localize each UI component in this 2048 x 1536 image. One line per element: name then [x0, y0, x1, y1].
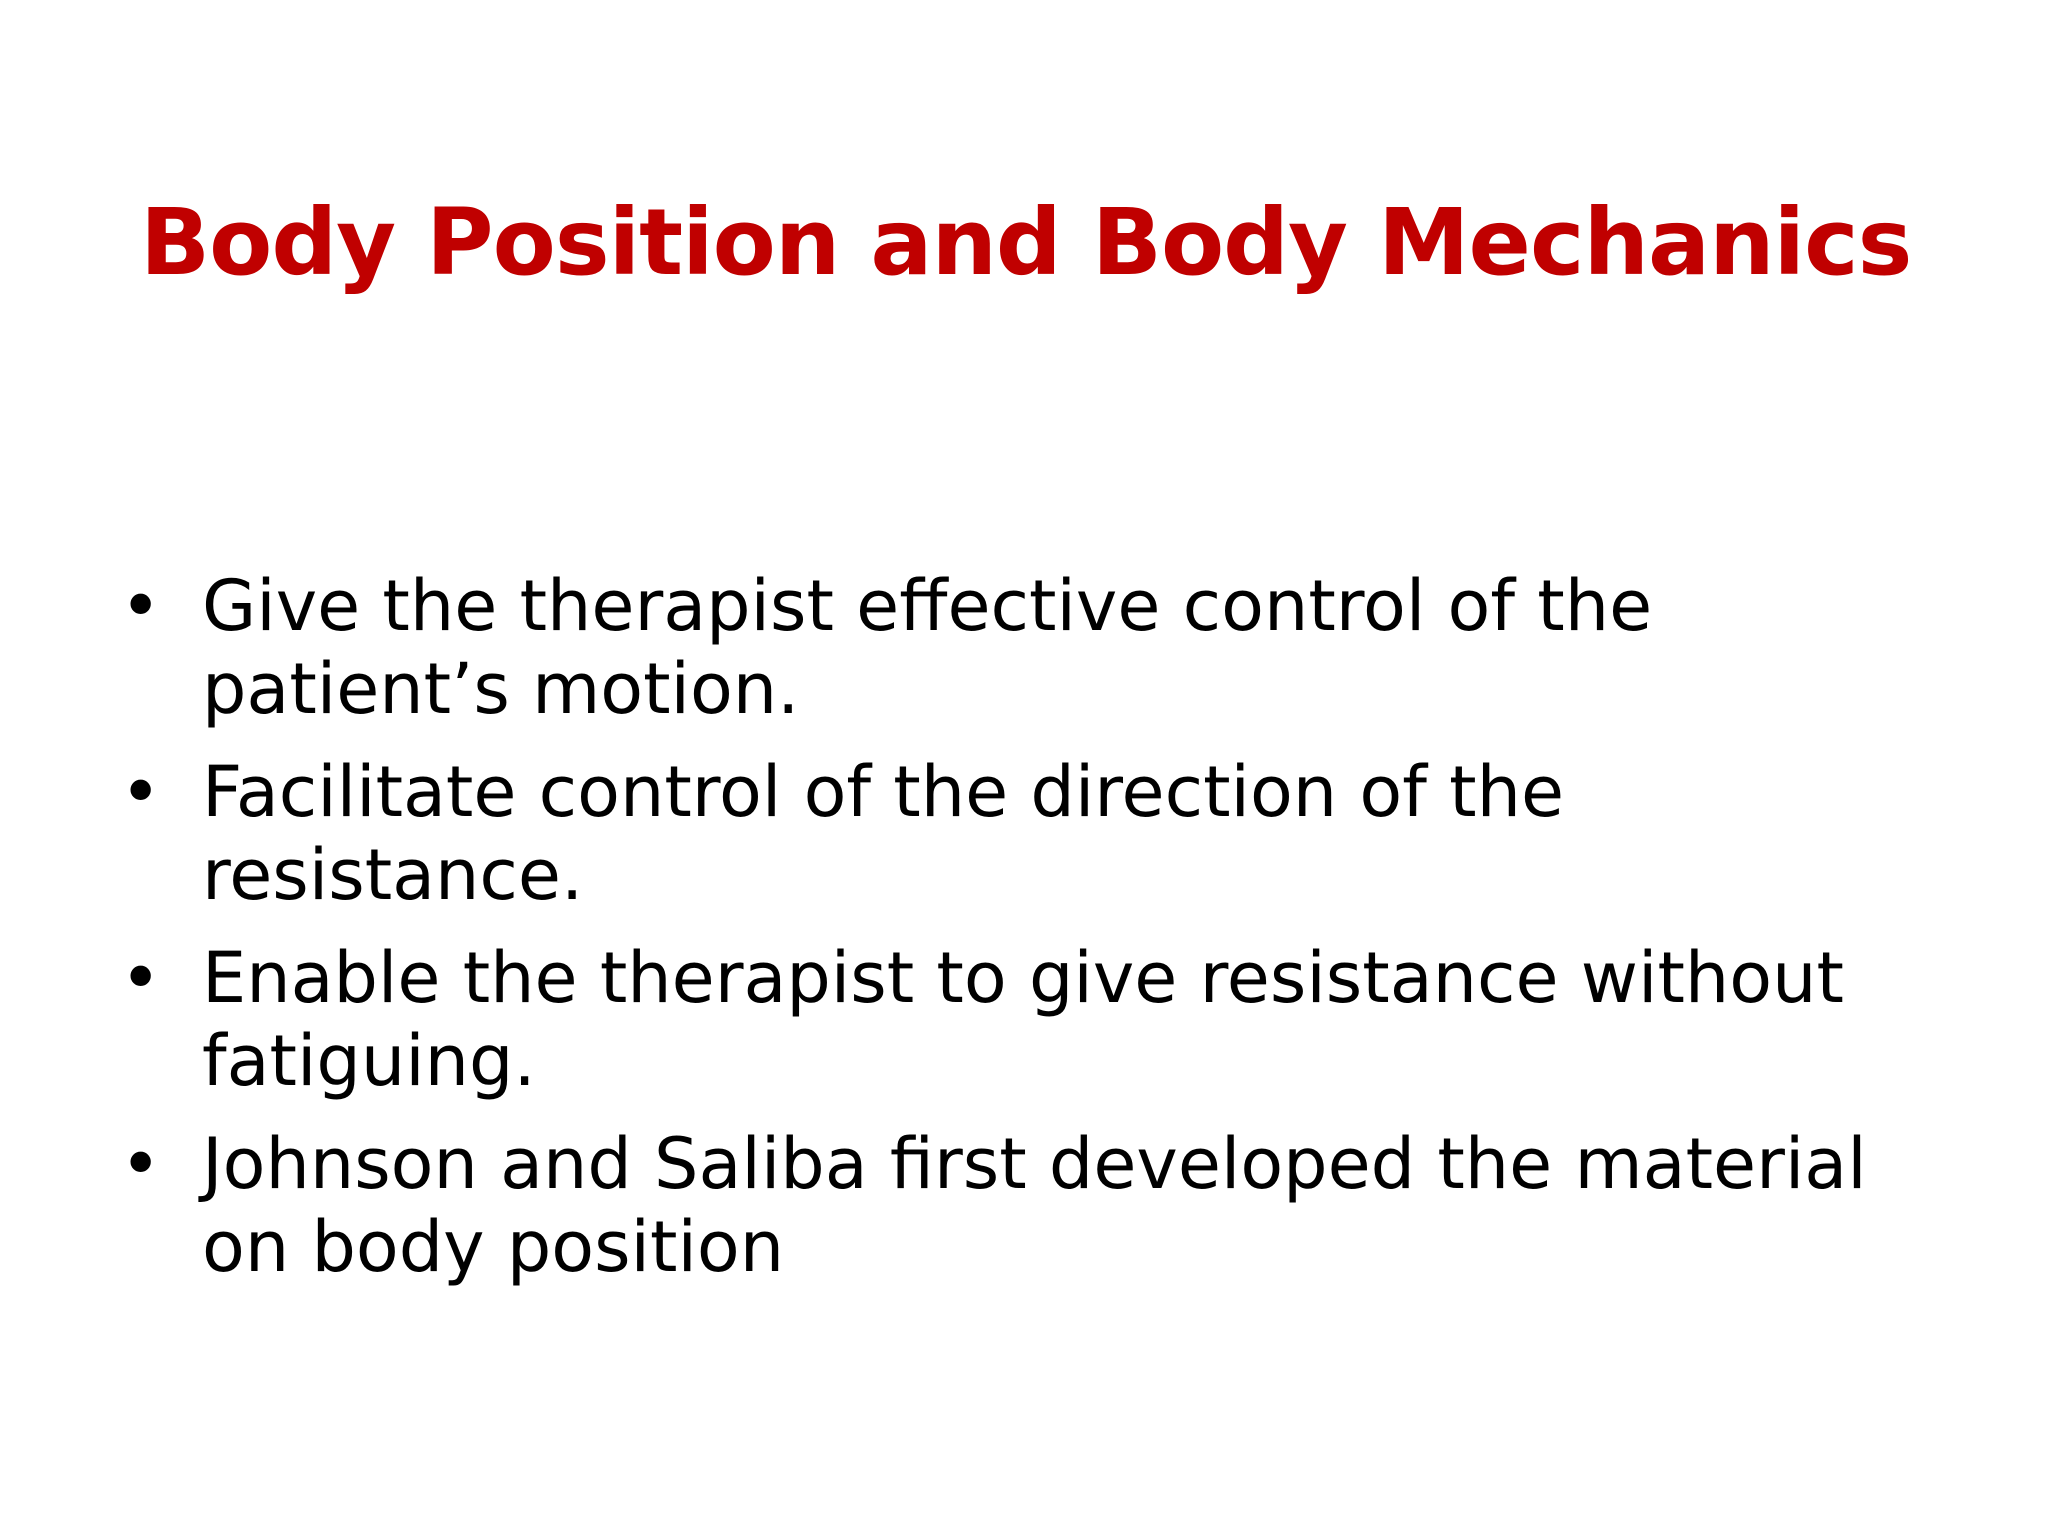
slide-title: Body Position and Body Mechanics	[140, 189, 1912, 296]
bullet-text: Johnson and Saliba first developed the material on body position	[202, 1123, 1867, 1288]
bullet-item	[120, 565, 1920, 731]
bullet-item	[120, 751, 1920, 917]
bullet-dot-icon: •	[120, 751, 162, 833]
bullet-dot-icon: •	[120, 565, 162, 647]
bullet-item	[120, 1123, 1920, 1289]
bullet-text: Facilitate control of the direction of the resistance.	[202, 751, 1565, 916]
bullet-dot-icon: •	[120, 937, 162, 1019]
bullet-text: Give the therapist effective control of the patient’s motion.	[202, 565, 1653, 730]
bullet-list	[120, 565, 1920, 1309]
bullet-dot-icon: •	[120, 1123, 162, 1205]
bullet-text: Enable the therapist to give resistance without fatiguing.	[202, 937, 1844, 1102]
bullet-item	[120, 937, 1920, 1103]
